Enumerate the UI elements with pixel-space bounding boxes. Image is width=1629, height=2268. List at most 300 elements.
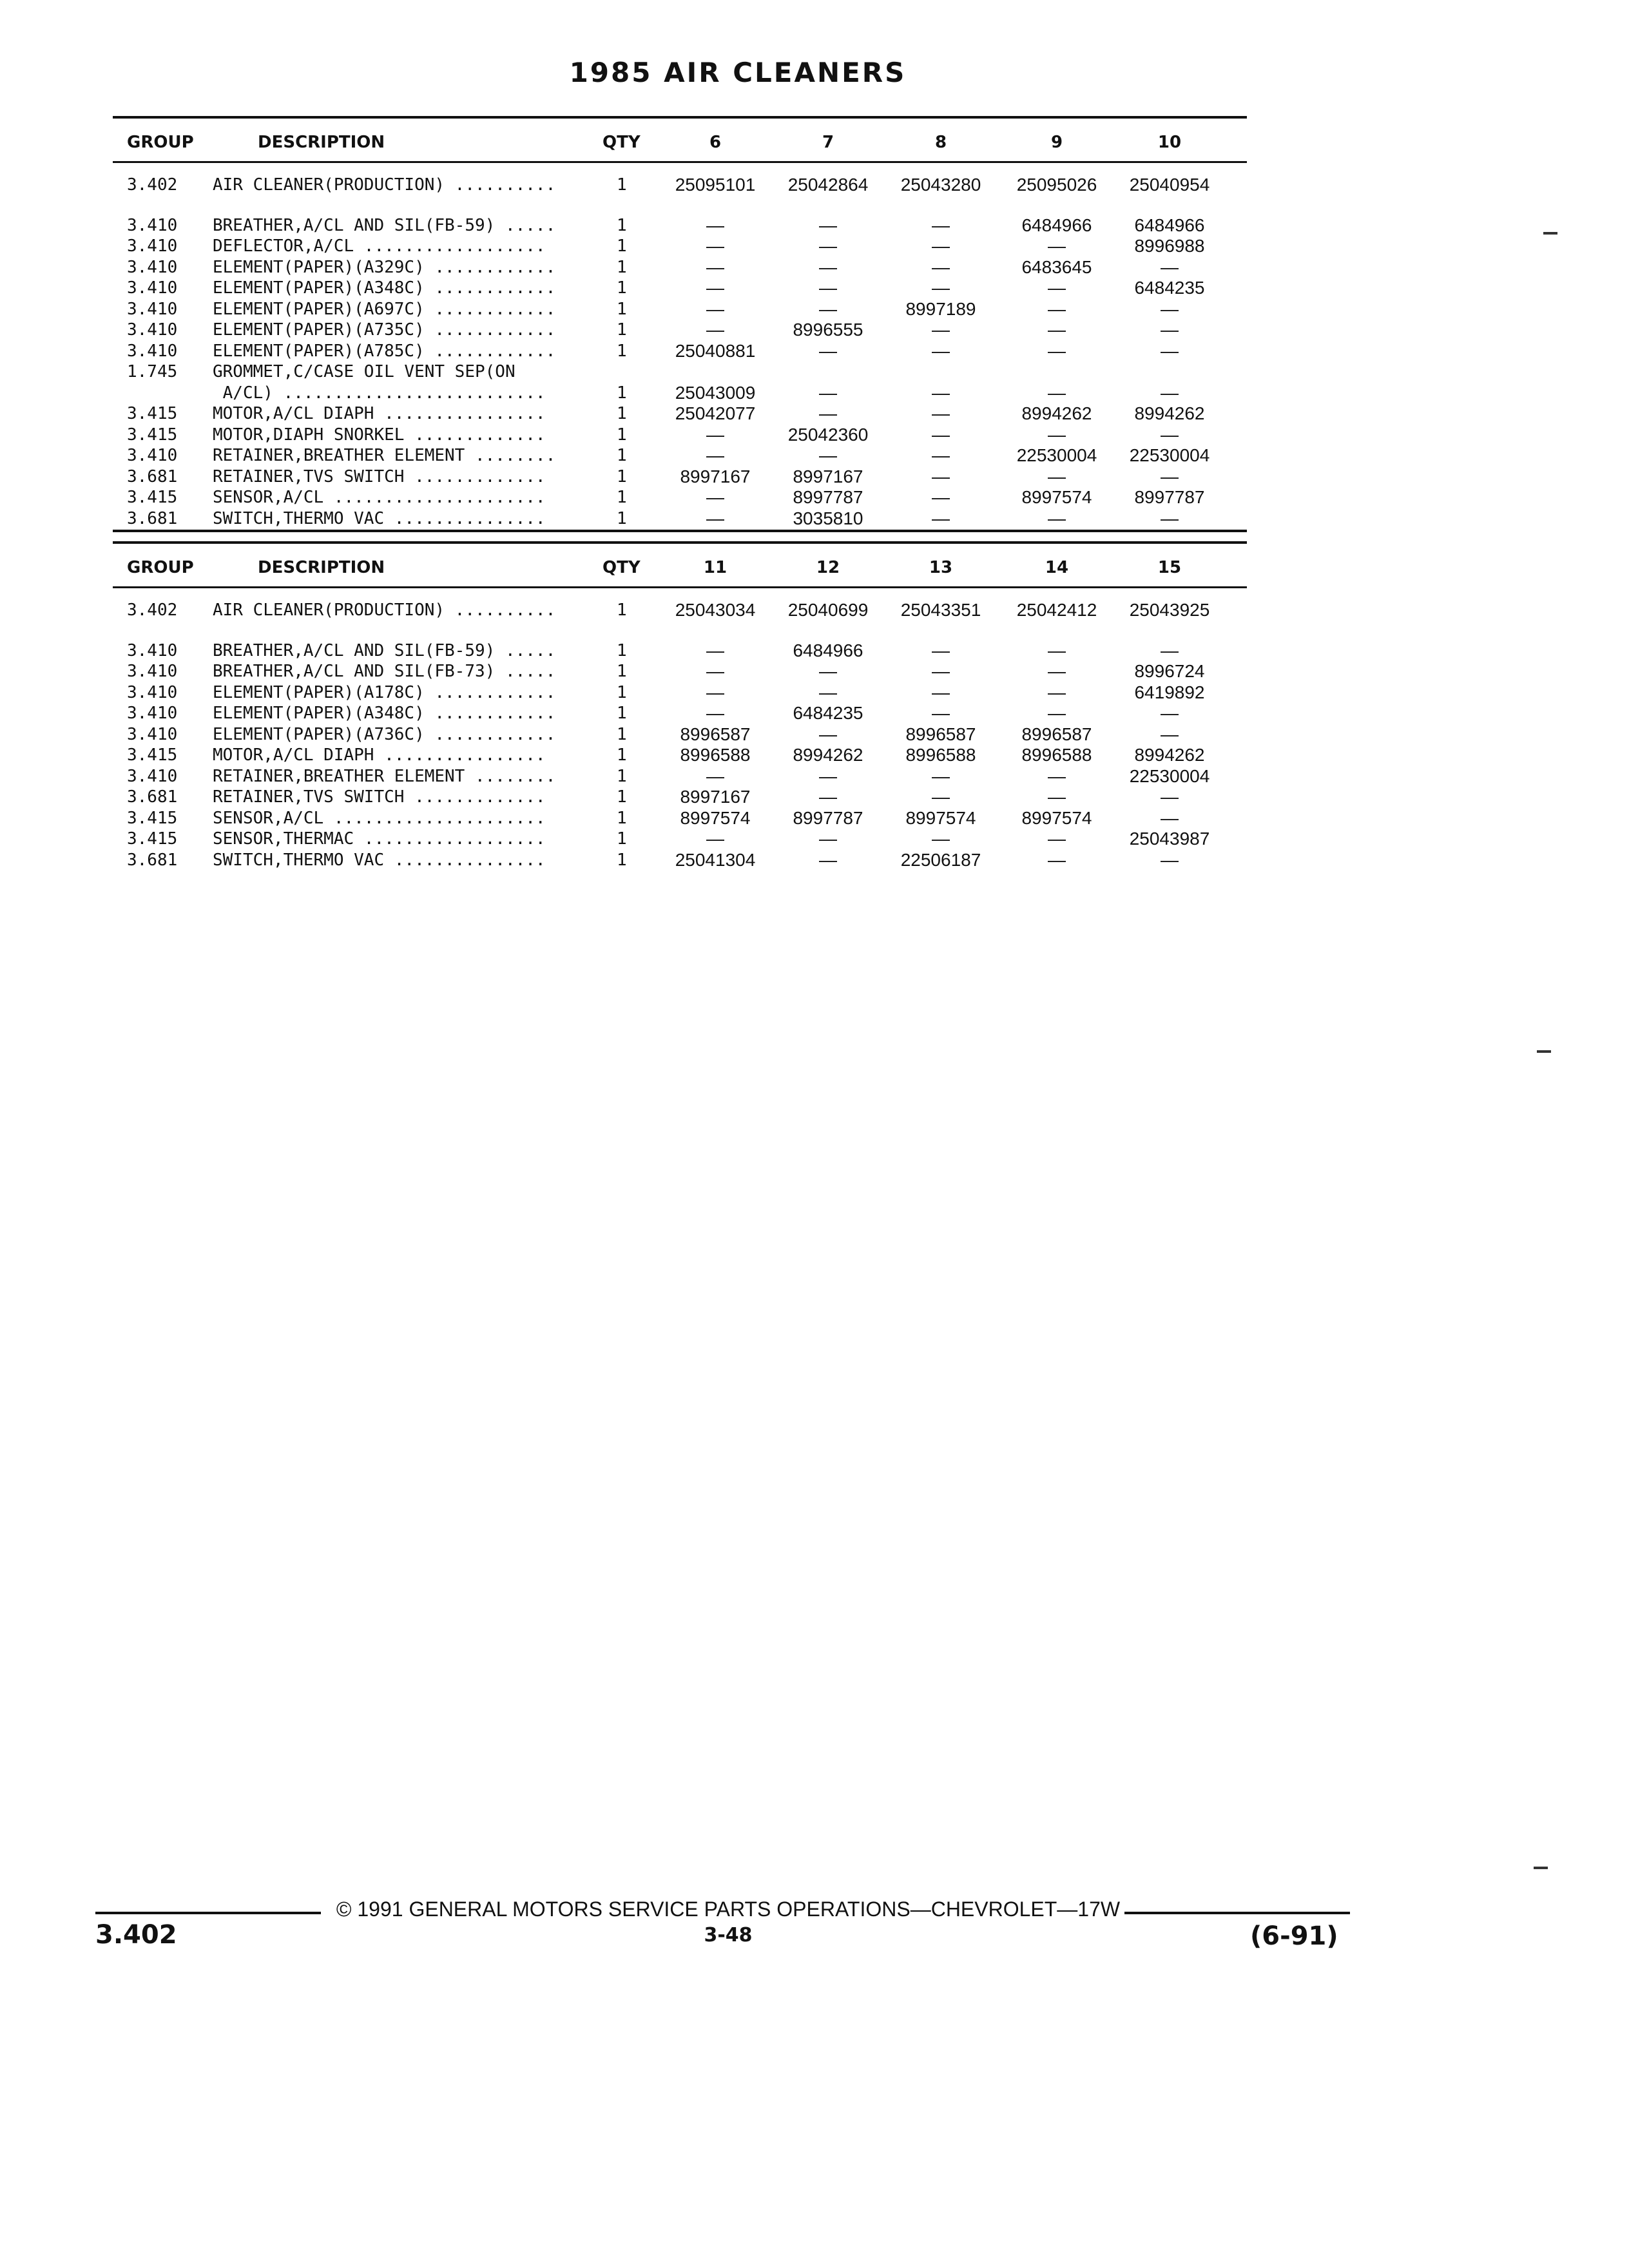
row-description [213,486,546,508]
row-description-text: BREATHER,A/CL AND SIL(FB-59) [213,640,496,660]
row-part-number: 8996587 [1021,724,1092,744]
row-value-dash: — [1161,340,1179,361]
row-part-number: 6484235 [1134,278,1205,298]
row-qty: 1 [617,320,627,340]
row-value-dash: — [1161,787,1179,807]
row-group-code: 3.681 [127,508,178,528]
row-part-number: 25043987 [1129,829,1210,849]
row-group-code: 3.681 [127,466,178,486]
row-qty: 1 [617,508,627,528]
row-leader-dots: ............. [404,787,546,807]
row-qty: 1 [617,278,627,298]
row-part-number: 6419892 [1134,682,1205,702]
row-group-code: 3.410 [127,682,178,702]
row-value-dash: — [1161,298,1179,319]
column-header-description: DESCRIPTION [258,558,385,577]
row-part-number: 6484966 [1134,215,1205,235]
row-group-code: 3.681 [127,850,178,870]
row-part-number: 8997574 [1021,487,1092,507]
row-value-dash: — [932,403,950,423]
column-header-model: 9 [1050,133,1063,152]
row-value-dash: — [706,640,724,660]
row-part-number: 8997787 [793,487,863,507]
row-value-dash: — [706,445,724,465]
row-value-dash: — [1161,703,1179,723]
row-leader-dots: ............... [384,508,546,528]
row-description [213,361,516,383]
row-group-code: 3.410 [127,299,178,319]
table-row [113,660,1247,682]
row-part-number: 8996988 [1134,236,1205,256]
row-part-number: 6484235 [793,703,863,723]
row-value-dash: — [706,298,724,319]
row-description [213,786,546,808]
table-row [113,277,1247,299]
row-value-dash: — [819,403,837,423]
row-description-text: DEFLECTOR,A/CL [213,236,354,256]
row-description [213,277,555,299]
row-value-dash: — [932,215,950,235]
row-qty: 1 [617,704,627,723]
row-value-dash: — [1048,849,1066,870]
row-value-dash: — [1048,298,1066,319]
row-description-text: RETAINER,BREATHER ELEMENT [213,766,465,786]
row-value-dash: — [819,382,837,403]
table-row [113,765,1247,787]
row-leader-dots: ........ [465,446,556,465]
table-row [113,599,1247,621]
row-qty: 1 [617,724,627,744]
row-value-dash: — [819,787,837,807]
row-value-dash: — [706,236,724,256]
row-value-dash: — [1161,807,1179,828]
row-qty: 1 [617,383,627,403]
row-part-number: 8997787 [1134,487,1205,507]
row-value-dash: — [706,703,724,723]
table-row [113,786,1247,808]
row-part-number: 8996588 [680,745,751,765]
row-value-dash: — [1048,703,1066,723]
row-value-dash: — [932,765,950,786]
table-row [113,403,1247,425]
column-header-qty: QTY [602,558,641,577]
row-description-text: BREATHER,A/CL AND SIL(FB-59) [213,215,496,235]
row-description [213,466,546,488]
row-qty: 1 [617,662,627,681]
row-qty: 1 [617,404,627,423]
row-group-code: 3.681 [127,787,178,807]
row-group-code: 3.415 [127,808,178,828]
row-value-dash: — [932,236,950,256]
row-part-number: 8997189 [905,298,976,319]
row-part-number: 8997574 [905,807,976,828]
row-leader-dots: ................ [374,745,546,765]
row-value-dash: — [1161,424,1179,445]
row-value-dash: — [1048,340,1066,361]
row-group-code: 3.415 [127,829,178,849]
row-value-dash: — [819,215,837,235]
row-value-dash: — [706,682,724,702]
footer-rule-left [95,1912,321,1914]
row-description [213,849,546,871]
row-leader-dots: ..... [495,215,556,235]
row-leader-dots: ............ [424,724,556,744]
row-value-dash: — [819,340,837,361]
row-group-code: 3.410 [127,640,178,660]
row-part-number: 25040699 [787,600,869,620]
row-description-text: MOTOR,A/CL DIAPH [213,745,374,765]
row-value-dash: — [1048,424,1066,445]
row-qty: 1 [617,850,627,870]
row-value-dash: — [932,829,950,849]
row-value-dash: — [706,661,724,681]
row-part-number: 6484966 [793,640,863,660]
row-value-dash: — [1161,508,1179,528]
table-row [113,682,1247,704]
column-header-model: 14 [1045,558,1069,577]
row-value-dash: — [932,382,950,403]
row-value-dash: — [706,765,724,786]
row-part-number: 8996587 [680,724,751,744]
row-value-dash: — [819,724,837,744]
column-header-model: 15 [1157,558,1182,577]
column-header-qty: QTY [602,133,641,152]
row-value-dash: — [932,340,950,361]
row-description-text: AIR CLEANER(PRODUCTION) [213,175,445,195]
row-description [213,424,546,446]
row-value-dash: — [932,320,950,340]
row-part-number: 25043034 [675,600,756,620]
footer-copyright: © 1991 GENERAL MOTORS SERVICE PARTS OPERATIONS—CHEVROLET—17W [336,1898,1121,1921]
row-description-text: ELEMENT(PAPER)(A329C) [213,257,425,277]
table-row [113,807,1247,829]
row-description [213,660,555,682]
row-description [213,174,555,196]
table-row [113,215,1247,236]
column-header-model: 12 [816,558,840,577]
row-leader-dots: ............ [424,257,556,277]
row-description-text: ELEMENT(PAPER)(A697C) [213,299,425,319]
row-part-number: 8996587 [905,724,976,744]
table-row [113,640,1247,662]
row-description-text: ELEMENT(PAPER)(A348C) [213,704,425,723]
row-leader-dots: .................. [354,829,546,849]
row-part-number: 22530004 [1129,765,1210,786]
row-description [213,702,555,724]
row-description [213,724,555,745]
row-value-dash: — [706,256,724,277]
footer-page-number: 3-48 [704,1924,753,1946]
row-part-number: 25041304 [675,849,756,870]
row-value-dash: — [932,787,950,807]
row-leader-dots: ........ [465,766,556,786]
row-part-number: 8997574 [1021,807,1092,828]
row-part-number: 25040881 [675,340,756,361]
row-description-text: ELEMENT(PAPER)(A178C) [213,682,425,702]
row-description-text: GROMMET,C/CASE OIL VENT SEP(ON [213,362,516,381]
row-description-text: BREATHER,A/CL AND SIL(FB-73) [213,662,496,681]
row-group-code: 3.410 [127,320,178,340]
row-part-number: 25043351 [900,600,981,620]
row-value-dash: — [932,640,950,660]
row-group-code: 3.410 [127,662,178,681]
table-header-rule [113,586,1247,588]
row-description [213,215,555,236]
row-qty: 1 [617,175,627,195]
row-qty: 1 [617,488,627,507]
column-header-model: 11 [703,558,728,577]
row-value-dash: — [706,320,724,340]
row-group-code: 1.745 [127,362,178,381]
table-row [113,361,1247,383]
row-leader-dots: ............ [424,299,556,319]
row-leader-dots: .......... [445,601,556,620]
row-value-dash: — [819,661,837,681]
column-header-model: 13 [929,558,953,577]
row-part-number: 8994262 [793,745,863,765]
row-qty: 1 [617,446,627,465]
row-description [213,445,555,466]
row-value-dash: — [932,466,950,486]
row-leader-dots: ..... [495,662,556,681]
row-part-number: 25040954 [1129,175,1210,195]
row-group-code: 3.410 [127,704,178,723]
row-part-number: 8996588 [1021,745,1092,765]
table-row [113,828,1247,850]
row-description-text: SWITCH,THERMO VAC [213,508,385,528]
row-description [213,508,546,530]
row-group-code: 3.410 [127,278,178,298]
row-leader-dots: ............... [384,850,546,870]
column-header-model: 10 [1157,133,1182,152]
row-description [213,640,555,662]
row-description-text: SENSOR,THERMAC [213,829,354,849]
row-value-dash: — [819,682,837,702]
row-part-number: 25042864 [787,175,869,195]
row-qty: 1 [617,257,627,277]
row-qty: 1 [617,215,627,235]
row-value-dash: — [1048,787,1066,807]
row-value-dash: — [706,508,724,528]
row-group-code: 3.410 [127,766,178,786]
row-part-number: 8997167 [680,466,751,486]
row-qty: 1 [617,466,627,486]
row-description-text: ELEMENT(PAPER)(A785C) [213,341,425,361]
table-top-rule [113,541,1247,544]
row-leader-dots: .......... [445,175,556,195]
row-description-text: MOTOR,DIAPH SNORKEL [213,425,405,445]
row-description [213,828,546,850]
column-header-description: DESCRIPTION [258,133,385,152]
row-part-number: 6483645 [1021,256,1092,277]
row-description-text: A/CL) [213,383,273,403]
row-value-dash: — [932,278,950,298]
row-leader-dots: ............ [424,320,556,340]
row-leader-dots: ..... [495,640,556,660]
row-value-dash: — [1048,320,1066,340]
row-value-dash: — [1161,724,1179,744]
row-group-code: 3.402 [127,601,178,620]
row-leader-dots: ............. [404,466,546,486]
row-group-code: 3.410 [127,236,178,256]
row-part-number: 25095101 [675,175,756,195]
table-top-rule [113,116,1247,119]
row-part-number: 6484966 [1021,215,1092,235]
row-description-text: AIR CLEANER(PRODUCTION) [213,601,445,620]
row-part-number: 8997787 [793,807,863,828]
row-qty: 1 [617,745,627,765]
row-description [213,807,546,829]
row-part-number: 22506187 [900,849,981,870]
row-leader-dots: ................ [374,404,546,423]
row-part-number: 8996555 [793,320,863,340]
footer-revision: (6-91) [1250,1921,1338,1951]
row-description-text: SENSOR,A/CL [213,488,324,507]
row-description [213,298,555,320]
row-part-number: 3035810 [793,508,863,528]
row-group-code: 3.415 [127,404,178,423]
row-description-text: ELEMENT(PAPER)(A736C) [213,724,425,744]
parts-table-1 [113,116,1247,528]
table-row [113,724,1247,745]
row-value-dash: — [1048,236,1066,256]
row-description [213,744,546,766]
row-leader-dots: ..................... [323,808,546,828]
row-description-text: SENSOR,A/CL [213,808,324,828]
row-value-dash: — [819,278,837,298]
table-row [113,382,1247,404]
row-value-dash: — [706,829,724,849]
row-leader-dots: ............ [424,341,556,361]
row-qty: 1 [617,601,627,620]
row-value-dash: — [932,508,950,528]
row-description-text: MOTOR,A/CL DIAPH [213,404,374,423]
footer-rule-right [1124,1912,1350,1914]
row-value-dash: — [706,487,724,507]
row-value-dash: — [706,215,724,235]
table-header-row [113,131,1247,153]
row-value-dash: — [1048,765,1066,786]
table-row [113,319,1247,341]
table-row [113,486,1247,508]
table-row [113,256,1247,278]
row-part-number: 22530004 [1016,445,1097,465]
row-description-text: RETAINER,TVS SWITCH [213,787,405,807]
row-part-number: 25043280 [900,175,981,195]
row-description [213,340,555,362]
row-part-number: 8994262 [1134,403,1205,423]
row-qty: 1 [617,341,627,361]
table-bottom-rule [113,530,1247,532]
row-part-number: 25042077 [675,403,756,423]
table-row [113,744,1247,766]
column-header-model: 7 [822,133,834,152]
row-part-number: 25095026 [1016,175,1097,195]
row-description [213,682,555,704]
row-group-code: 3.410 [127,257,178,277]
parts-table-2 [113,541,1247,870]
row-value-dash: — [1048,278,1066,298]
row-value-dash: — [1161,466,1179,486]
row-description-text: RETAINER,TVS SWITCH [213,466,405,486]
table-row [113,466,1247,488]
column-header-group: GROUP [127,558,194,577]
row-qty: 1 [617,787,627,807]
row-group-code: 3.410 [127,724,178,744]
table-row [113,298,1247,320]
row-value-dash: — [932,487,950,507]
row-description-text: ELEMENT(PAPER)(A348C) [213,278,425,298]
row-part-number: 8994262 [1021,403,1092,423]
row-part-number: 25043925 [1129,600,1210,620]
table-row [113,424,1247,446]
row-part-number: 8997574 [680,807,751,828]
row-value-dash: — [932,682,950,702]
row-leader-dots: ..................... [323,488,546,507]
row-value-dash: — [1161,320,1179,340]
row-qty: 1 [617,236,627,256]
row-value-dash: — [819,849,837,870]
row-description [213,235,546,257]
table-row [113,508,1247,530]
row-group-code: 3.415 [127,488,178,507]
page-title: 1985 AIR CLEANERS [569,57,907,88]
row-leader-dots: .................. [354,236,546,256]
row-description-text: SWITCH,THERMO VAC [213,850,385,870]
row-leader-dots: .......................... [273,383,546,403]
row-value-dash: — [819,256,837,277]
row-value-dash: — [706,424,724,445]
table-row [113,235,1247,257]
row-part-number: 8997167 [680,787,751,807]
row-description [213,599,555,621]
row-value-dash: — [932,445,950,465]
row-part-number: 25043009 [675,382,756,403]
row-value-dash: — [1161,640,1179,660]
row-qty: 1 [617,640,627,660]
row-qty: 1 [617,808,627,828]
footer-section-number: 3.402 [95,1920,177,1950]
table-row [113,340,1247,362]
row-leader-dots: ............. [404,425,546,445]
row-value-dash: — [1048,829,1066,849]
row-qty: 1 [617,425,627,445]
row-description [213,765,555,787]
column-header-model: 8 [934,133,947,152]
row-value-dash: — [1048,661,1066,681]
row-leader-dots: ............ [424,278,556,298]
column-header-model: 6 [709,133,722,152]
row-value-dash: — [932,661,950,681]
row-description-text: RETAINER,BREATHER ELEMENT [213,446,465,465]
row-group-code: 3.410 [127,341,178,361]
row-value-dash: — [819,829,837,849]
table-header-row [113,557,1247,579]
row-part-number: 8996588 [905,745,976,765]
row-value-dash: — [1161,256,1179,277]
row-group-code: 3.415 [127,745,178,765]
table-header-rule [113,161,1247,163]
row-qty: 1 [617,829,627,849]
row-qty: 1 [617,682,627,702]
row-leader-dots: ............ [424,682,556,702]
row-part-number: 8997167 [793,466,863,486]
column-header-group: GROUP [127,133,194,152]
row-value-dash: — [1048,382,1066,403]
row-value-dash: — [1048,682,1066,702]
row-value-dash: — [932,256,950,277]
row-part-number: 22530004 [1129,445,1210,465]
